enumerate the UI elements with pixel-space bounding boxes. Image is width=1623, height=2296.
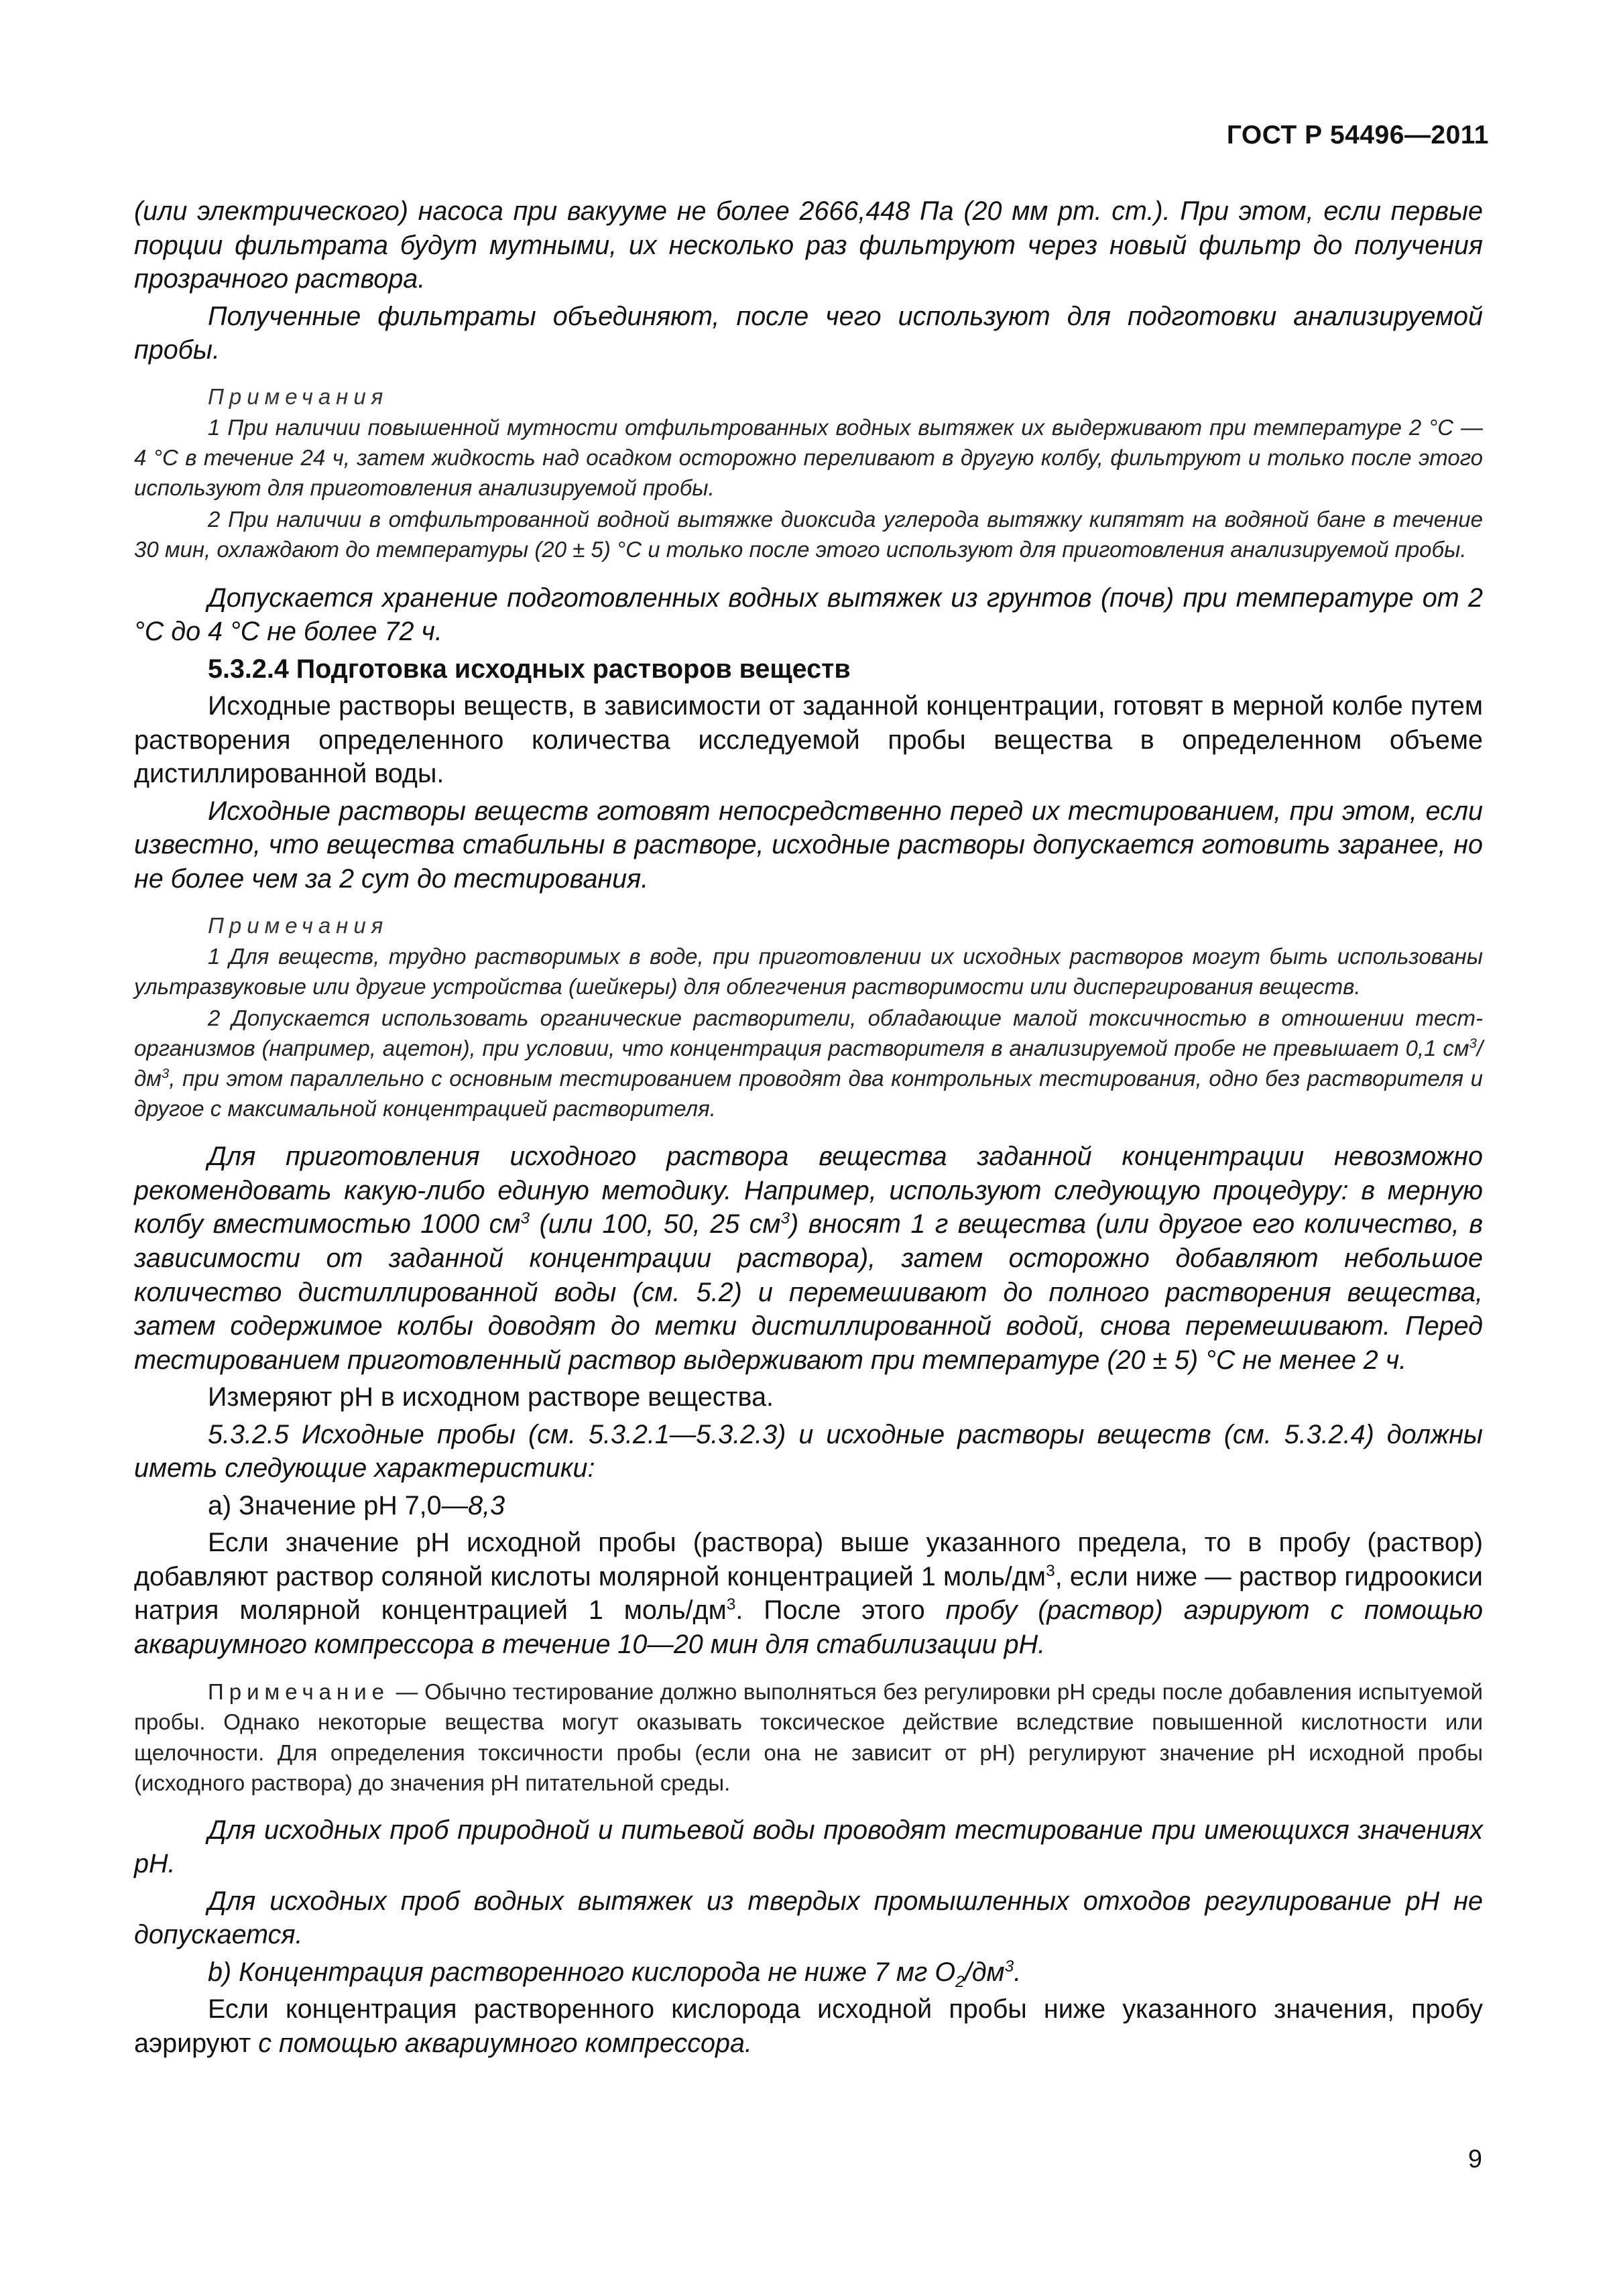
superscript: 3 (161, 1065, 170, 1081)
subscript: 2 (955, 1972, 965, 1991)
paragraph-oxygen (134, 1955, 1483, 1990)
paragraph-natural-water: Для исходных проб природной и питьевой воды проводят тестирование при имеющихся значениях pH. (134, 1815, 1483, 1879)
note-item: 1 Для веществ, трудно растворимых в воде, при приготовлении их исходных растворов могут быть использованы ультразвуковые или другие устройства (шейкеры) для облегчения растворимости или диспергирования веществ. (134, 944, 1483, 999)
paragraph-filtration: (или электрического) насоса при вакууме не более 2666,448 Па (20 мм рт. ст.). При этом, если первые порции фильтрата будут мутными, их несколько раз фильтруют через новый фильтр до получения прозрачного раствора. (134, 196, 1483, 294)
superscript: 3 (1004, 1957, 1014, 1976)
page-number: 9 (1467, 2145, 1482, 2173)
notes-heading: Примечания (208, 383, 389, 409)
page-body (134, 194, 1483, 2064)
superscript: 3 (780, 1209, 790, 1228)
paragraph-ph-value (134, 1489, 1483, 1523)
note-item: 1 При наличии повышенной мутности отфильтрованных водных вытяжек их выдерживают при температуре 2 °С — 4 °С в течение 24 ч, затем жидкость над осадком осторожно переливают в другую колбу, фильтруют и только после этого используют для приготовления анализируемой пробы. (134, 415, 1483, 501)
text-run: /дм (134, 1035, 1483, 1091)
text-run: , если ниже — раствор гидроокиси натрия молярной концентрацией 1 моль/дм (134, 1561, 1483, 1626)
note-ph (134, 1677, 1483, 1799)
text-run: Если концентрация растворенного кислорода исходной пробы ниже указанного значения, пробу аэрируют (134, 1994, 1483, 2058)
text-run: Если значение pH исходной пробы (раствора) выше указанного предела, то в пробу (раствор) добавляют раствор соляной кислоты молярной концентрацией 1 моль/дм (134, 1528, 1483, 1591)
text-run: ) вносят 1 г вещества (или другое его количество, в зависимости от заданной концентрации раствора), затем осторожно добавляют небольшое количество дистиллированной воды (см. 5.2) и перемешивают до полного растворения вещества, затем содержимое колбы доводят до метки дистиллированной водой, снова перемешивают. Перед тестированием приготовленный раствор выдерживают при температуре (20 ± 5) °С не менее 2 ч. (134, 1209, 1483, 1375)
document-header: ГОСТ Р 54496—2011 (1226, 121, 1489, 149)
text-run: Для приготовления исходного раствора вещества заданной концентрации невозможно рекомендовать какую-либо единую методику. Например, используют следующую процедуру: в мерную колбу вместимостью 1000 см (134, 1142, 1483, 1240)
text-run: — Обычно тестирование должно выполняться без регулировки pH среды после добавления испытуемой пробы. Однако некоторые вещества могут оказывать токсическое действие вследствие повышенной кислотности или щелочности. Для определения токсичности пробы (если она не зависит от pH) регулируют значение pH исходной пробы (исходного раствора) до значения pH питательной среды. (134, 1679, 1483, 1796)
note-label: Примечание (208, 1679, 390, 1704)
paragraph-stock-prep: Исходные растворы веществ готовят непосредственно перед их тестированием, при этом, если известно, что вещества стабильны в растворе, исходные растворы допускается готовить заранее, но не более чем за 2 сут до тестирования. (134, 796, 1483, 894)
superscript: 3 (1046, 1561, 1055, 1580)
paragraph-storage: Допускается хранение подготовленных водных вытяжек из грунтов (почв) при температуре от 2 °С до 4 °С не более 72 ч. (134, 583, 1483, 647)
text-run: (или 100, 50, 25 см (530, 1209, 781, 1240)
text-run: с помощью аквариумного компрессора. (258, 2028, 752, 2058)
paragraph-filtrates: Полученные фильтраты объединяют, после чего используют для подготовки анализируемой пробы. (134, 301, 1483, 365)
text-run: , при этом параллельно с основным тестированием проводят два контрольных тестирования, одно без растворителя и другое с максимальной концентрацией растворителя. (134, 1065, 1483, 1121)
text-run: 2 Допускается использовать органические растворители, обладающие малой токсичностью в отношении тест-организмов (например, ацетон), при условии, что концентрация растворителя в анализируемой пробе не превышает 0,1 см (134, 1005, 1483, 1061)
superscript: 3 (520, 1209, 530, 1228)
superscript: 3 (1469, 1035, 1477, 1051)
text-run: /дм (964, 1957, 1005, 1987)
text-run: b) Концентрация растворенного кислорода не ниже 7 мг O (208, 1957, 956, 1987)
paragraph-characteristics: 5.3.2.5 Исходные пробы (см. 5.3.2.1—5.3.2.3) и исходные растворы веществ (см. 5.3.2.4) должны иметь следующие характеристики: (134, 1419, 1483, 1484)
superscript: 3 (726, 1595, 736, 1614)
text-run: пробу (раствор) аэрируют с помощью аквариумного компрессора в течение 10—20 мин для стабилизации pH. (134, 1595, 1483, 1660)
text-run: а) Значение pH 7,0— (208, 1490, 469, 1520)
paragraph-industrial-waste: Для исходных проб водных вытяжек из твердых промышленных отходов регулирование pH не допускается. (134, 1886, 1483, 1950)
text-run: 8,3 (468, 1490, 505, 1520)
paragraph-ph-measure: Измеряют pH в исходном растворе вещества. (208, 1382, 774, 1412)
paragraph-procedure (134, 1140, 1483, 1377)
paragraph-stock-solutions: Исходные растворы веществ, в зависимости от заданной концентрации, готовят в мерной колбе путем растворения определенного количества исследуемой пробы вещества в определенном объеме дистиллированной воды. (134, 691, 1483, 789)
note-item: 2 При наличии в отфильтрованной водной вытяжке диоксида углерода вытяжку кипятят на водяной бане в течение 30 мин, охлаждают до температуры (20 ± 5) °С и только после этого используют для приготовления анализируемой пробы. (134, 506, 1483, 562)
paragraph-aeration (134, 1992, 1483, 2060)
notes-heading: Примечания (208, 912, 389, 938)
text-run: . После этого (735, 1595, 946, 1626)
section-heading: 5.3.2.4 Подготовка исходных растворов веществ (208, 654, 851, 684)
text-run: . (1014, 1957, 1022, 1987)
paragraph-ph-adjust (134, 1526, 1483, 1661)
note-item (134, 1004, 1483, 1124)
